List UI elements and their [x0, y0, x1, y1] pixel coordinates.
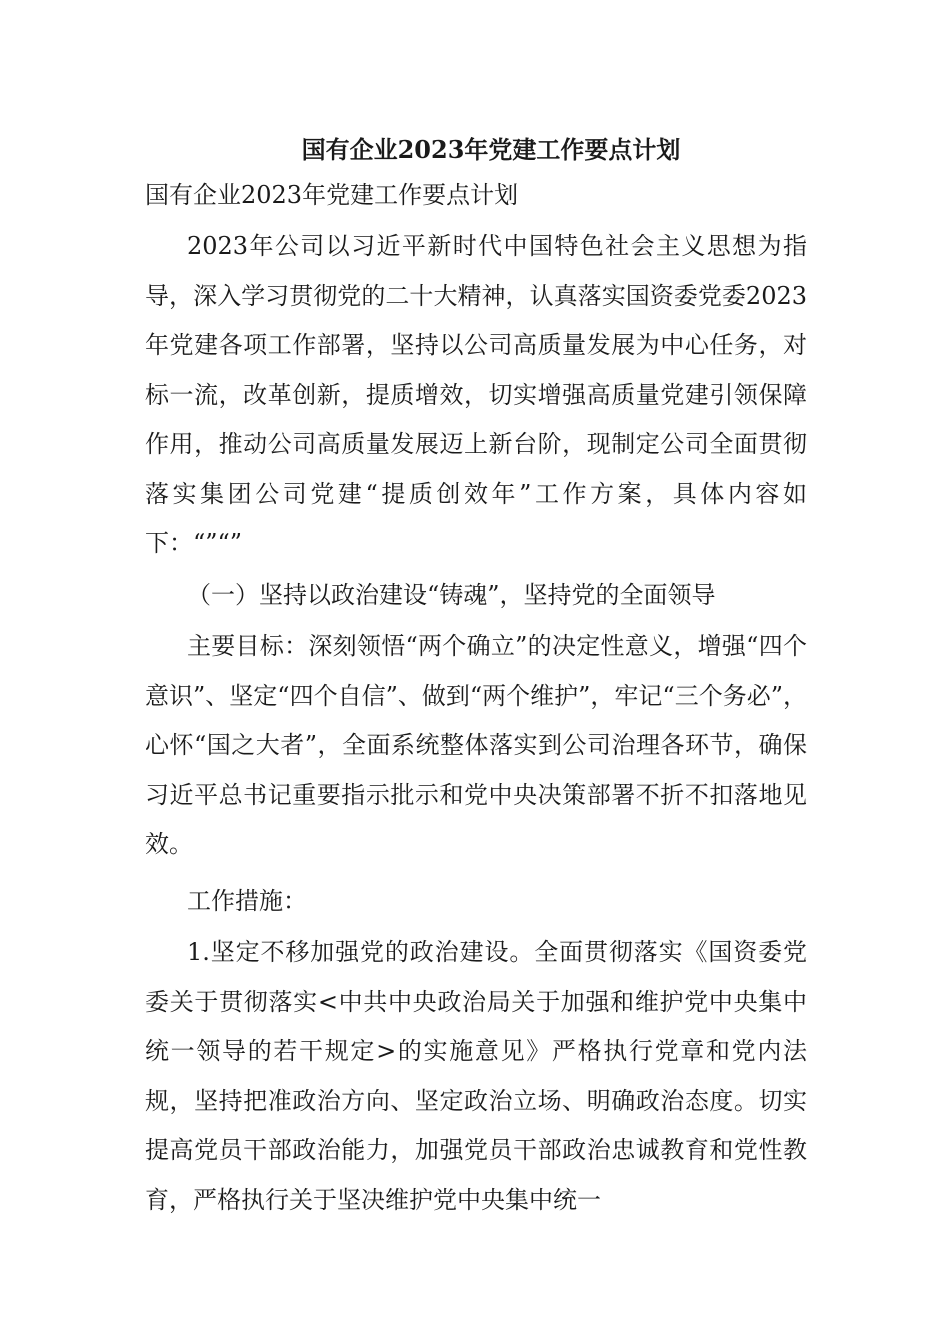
measure-paragraph: 1.坚定不移加强党的政治建设。全面贯彻落实《国资委党委关于贯彻落实<中共中央政治局关于加强和维护党中央集中统一领导的若干规定>的实施意见》严格执行党章和党内法规，坚持把准政治方向、坚定政治立场、明确政治态度。切实提高党员干部政治能力，加强党员干部政治忠诚教育和党性教育，严格执行关于坚决维护党中央集中统一	[145, 938, 807, 1214]
section-heading: （一）坚持以政治建设“铸魂”，坚持党的全面领导	[187, 580, 716, 609]
document-page	[145, 130, 807, 1225]
document-subtitle: 国有企业2023年党建工作要点计划	[145, 181, 519, 209]
goal-paragraph: 主要目标：深刻领悟“两个确立”的决定性意义，增强“四个意识”、坚定“四个自信”、做到“两个维护”，牢记“三个务必”，心怀“国之大者”，全面系统整体落实到公司治理各环节，确保习近平总书记重要指示批示和党中央决策部署不折不扣落地见效。	[145, 632, 807, 858]
intro-paragraph: 2023年公司以习近平新时代中国特色社会主义思想为指导，深入学习贯彻党的二十大精神，认真落实国资委党委2023年党建各项工作部署，坚持以公司高质量发展为中心任务，对标一流，改革创新，提质增效，切实增强高质量党建引领保障作用，推动公司高质量发展迈上新台阶，现制定公司全面贯彻落实集团公司党建“提质创效年”工作方案，具体内容如下：“”“”	[145, 232, 807, 557]
measures-label: 工作措施：	[187, 886, 307, 915]
document-title: 国有企业2023年党建工作要点计划	[301, 135, 681, 164]
